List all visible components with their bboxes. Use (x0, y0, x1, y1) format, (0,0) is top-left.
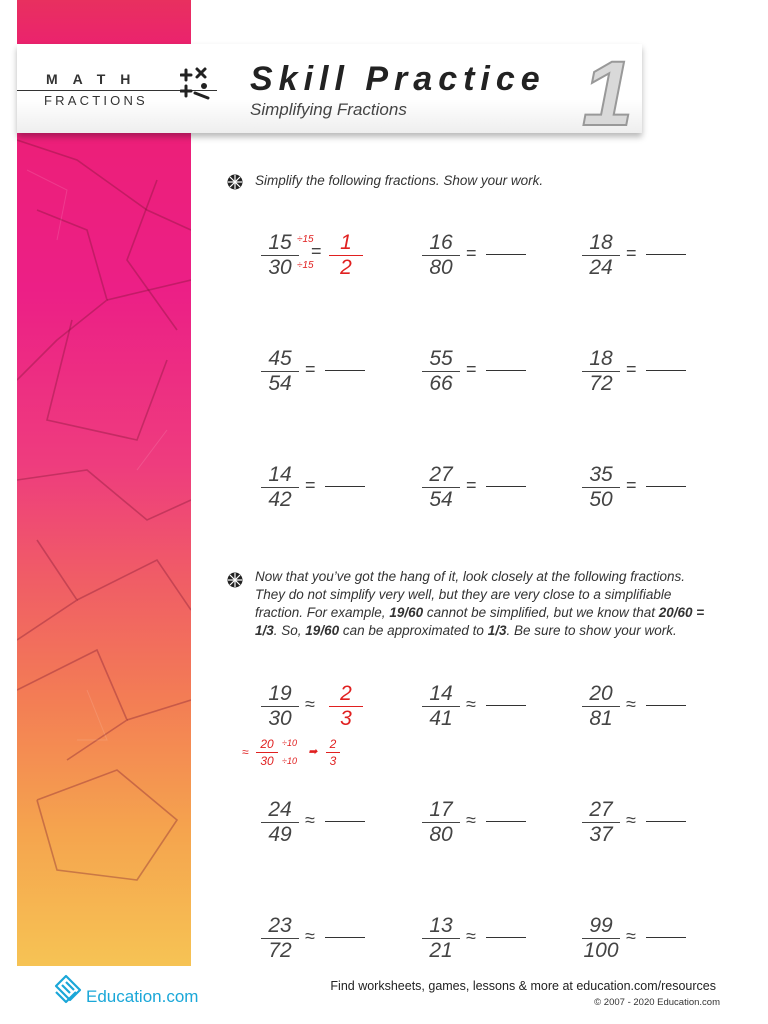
problem-27-37 (582, 798, 692, 846)
instruction-bold: 19/60 (305, 623, 340, 638)
denominator: 54 (429, 488, 453, 511)
equals-sign: = (466, 475, 477, 495)
problem-13-21 (422, 914, 532, 962)
logo-math-text: MATH (46, 71, 146, 87)
denominator: 81 (589, 707, 613, 730)
equals-sign: = (305, 475, 316, 495)
work-fraction (256, 737, 278, 768)
answer-blank[interactable] (325, 370, 365, 371)
numerator: 20 (589, 682, 613, 705)
answer-blank[interactable] (325, 821, 365, 822)
section-2-instruction (255, 568, 707, 640)
page-title: Skill Practice (250, 60, 546, 98)
problem-27-54 (422, 463, 532, 511)
denominator: 50 (589, 488, 613, 511)
example-1-divisor-top: ÷15 (297, 234, 314, 245)
equals-sign: = (626, 359, 637, 379)
work-denominator: 30 (260, 754, 274, 768)
numerator: 45 (268, 347, 292, 370)
section-2-bullet-icon (227, 572, 243, 588)
answer-blank[interactable] (646, 705, 686, 706)
problem-14-41 (422, 682, 532, 730)
denominator: 100 (583, 939, 619, 962)
brand-name: Education.com (86, 987, 199, 1006)
denominator: 49 (268, 823, 292, 846)
denominator: 54 (268, 372, 292, 395)
example-1 (261, 231, 381, 279)
instruction-bold: 20/60 = 1/3 (255, 605, 705, 638)
denominator: 80 (429, 823, 453, 846)
instruction-text: cannot be simplified, but we know that (423, 605, 659, 620)
example-1-answer (329, 232, 363, 279)
problem-16-80 (422, 231, 532, 279)
footer-copyright: © 2007 - 2020 Education.com (594, 997, 720, 1008)
problem-24-49 (261, 798, 371, 846)
approx-sign: ≈ (466, 694, 476, 714)
equals-sign: = (466, 359, 477, 379)
answer-blank[interactable] (646, 821, 686, 822)
denominator: 24 (589, 256, 613, 279)
numerator: 27 (429, 463, 453, 486)
numerator: 99 (589, 914, 613, 937)
education-logo[interactable] (52, 970, 202, 1010)
numerator: 14 (429, 682, 453, 705)
numerator: 17 (429, 798, 453, 821)
denominator: 42 (268, 488, 292, 511)
answer-blank[interactable] (486, 254, 526, 255)
approx-sign: ≈ (626, 694, 636, 714)
answer-blank[interactable] (486, 937, 526, 938)
answer-blank[interactable] (646, 370, 686, 371)
answer-denominator: 3 (340, 707, 352, 730)
numerator: 55 (429, 347, 453, 370)
problem-45-54 (261, 347, 371, 395)
work-bar (256, 752, 278, 753)
answer-numerator: 1 (340, 231, 352, 254)
work-answer-bar (326, 752, 340, 753)
approx-sign: ≈ (626, 810, 636, 830)
equals-sign: = (626, 475, 637, 495)
numerator: 13 (429, 914, 453, 937)
work-answer-denominator: 3 (329, 754, 337, 768)
math-symbols-icon (180, 66, 214, 102)
approx-sign: ≈ (305, 694, 315, 714)
instruction-text: can be approximated to (339, 623, 488, 638)
page-subtitle: Simplifying Fractions (250, 100, 407, 119)
answer-blank[interactable] (486, 370, 526, 371)
numerator: 24 (268, 798, 292, 821)
denominator: 66 (429, 372, 453, 395)
section-1-instruction: Simplify the following fractions. Show your work. (255, 173, 544, 188)
approx-sign: ≈ (466, 926, 476, 946)
example-2-work (242, 737, 362, 771)
problem-23-72 (261, 914, 371, 962)
example-2 (261, 682, 381, 730)
problem-20-81 (582, 682, 692, 730)
answer-blank[interactable] (486, 705, 526, 706)
equals-sign: = (305, 359, 316, 379)
numerator: 18 (589, 231, 613, 254)
answer-blank[interactable] (486, 821, 526, 822)
numerator: 16 (429, 231, 453, 254)
equals-sign: = (311, 241, 322, 261)
answer-blank[interactable] (325, 937, 365, 938)
problem-14-42 (261, 463, 371, 511)
work-approx-sign: ≈ (242, 745, 249, 759)
education-logo-icon (52, 972, 84, 1008)
example-2-fraction (261, 683, 299, 730)
answer-blank[interactable] (325, 486, 365, 487)
numerator: 35 (589, 463, 613, 486)
equals-sign: = (626, 243, 637, 263)
denominator: 30 (268, 256, 292, 279)
denominator: 21 (429, 939, 453, 962)
instruction-bold: 19/60 (389, 605, 424, 620)
denominator: 72 (589, 372, 613, 395)
denominator: 80 (429, 256, 453, 279)
answer-blank[interactable] (646, 937, 686, 938)
numerator: 14 (268, 463, 292, 486)
logo-fractions-text: FRACTIONS (44, 93, 148, 108)
example-1-fraction (261, 232, 299, 279)
answer-blank[interactable] (486, 486, 526, 487)
numerator: 27 (589, 798, 613, 821)
approx-sign: ≈ (466, 810, 476, 830)
approx-sign: ≈ (626, 926, 636, 946)
numerator: 23 (268, 914, 292, 937)
example-1-divisor-bottom: ÷15 (297, 260, 314, 271)
instruction-text: . Be sure to show your work. (506, 623, 677, 638)
work-divisor-top: ÷10 (282, 738, 297, 748)
example-2-answer (329, 683, 363, 730)
work-numerator: 20 (260, 737, 274, 751)
problem-18-72 (582, 347, 692, 395)
answer-numerator: 2 (340, 682, 352, 705)
denominator: 30 (268, 707, 292, 730)
approx-sign: ≈ (305, 926, 315, 946)
footer-resources-text: Find worksheets, games, lessons & more at education.com/resources (330, 979, 716, 993)
problem-99-100 (582, 914, 692, 962)
answer-blank[interactable] (646, 486, 686, 487)
problem-18-24 (582, 231, 692, 279)
problem-55-66 (422, 347, 532, 395)
problem-35-50 (582, 463, 692, 511)
numerator: 18 (589, 347, 613, 370)
numerator: 15 (268, 231, 292, 254)
problem-17-80 (422, 798, 532, 846)
denominator: 72 (268, 939, 292, 962)
answer-denominator: 2 (340, 256, 352, 279)
instruction-bold: 1/3 (487, 623, 507, 638)
work-divisor-bottom: ÷10 (282, 756, 297, 766)
denominator: 41 (429, 707, 453, 730)
instruction-text: . So, (273, 623, 306, 638)
denominator: 37 (589, 823, 613, 846)
arrow-icon: ➡ (308, 746, 318, 758)
answer-blank[interactable] (646, 254, 686, 255)
worksheet-number: 1 (582, 43, 634, 145)
section-1-bullet-icon (227, 174, 243, 190)
equals-sign: = (466, 243, 477, 263)
numerator: 19 (268, 682, 292, 705)
instruction-text: Now that you’ve got the hang of it, look closely at the following fractions. They do not simplify very well, but they are very close to a simplifiable fraction. For example, (255, 569, 685, 620)
decorative-sidebar (17, 0, 191, 966)
geometric-pattern (17, 0, 191, 966)
work-answer-numerator: 2 (329, 737, 337, 751)
approx-sign: ≈ (305, 810, 315, 830)
work-answer (326, 737, 340, 768)
